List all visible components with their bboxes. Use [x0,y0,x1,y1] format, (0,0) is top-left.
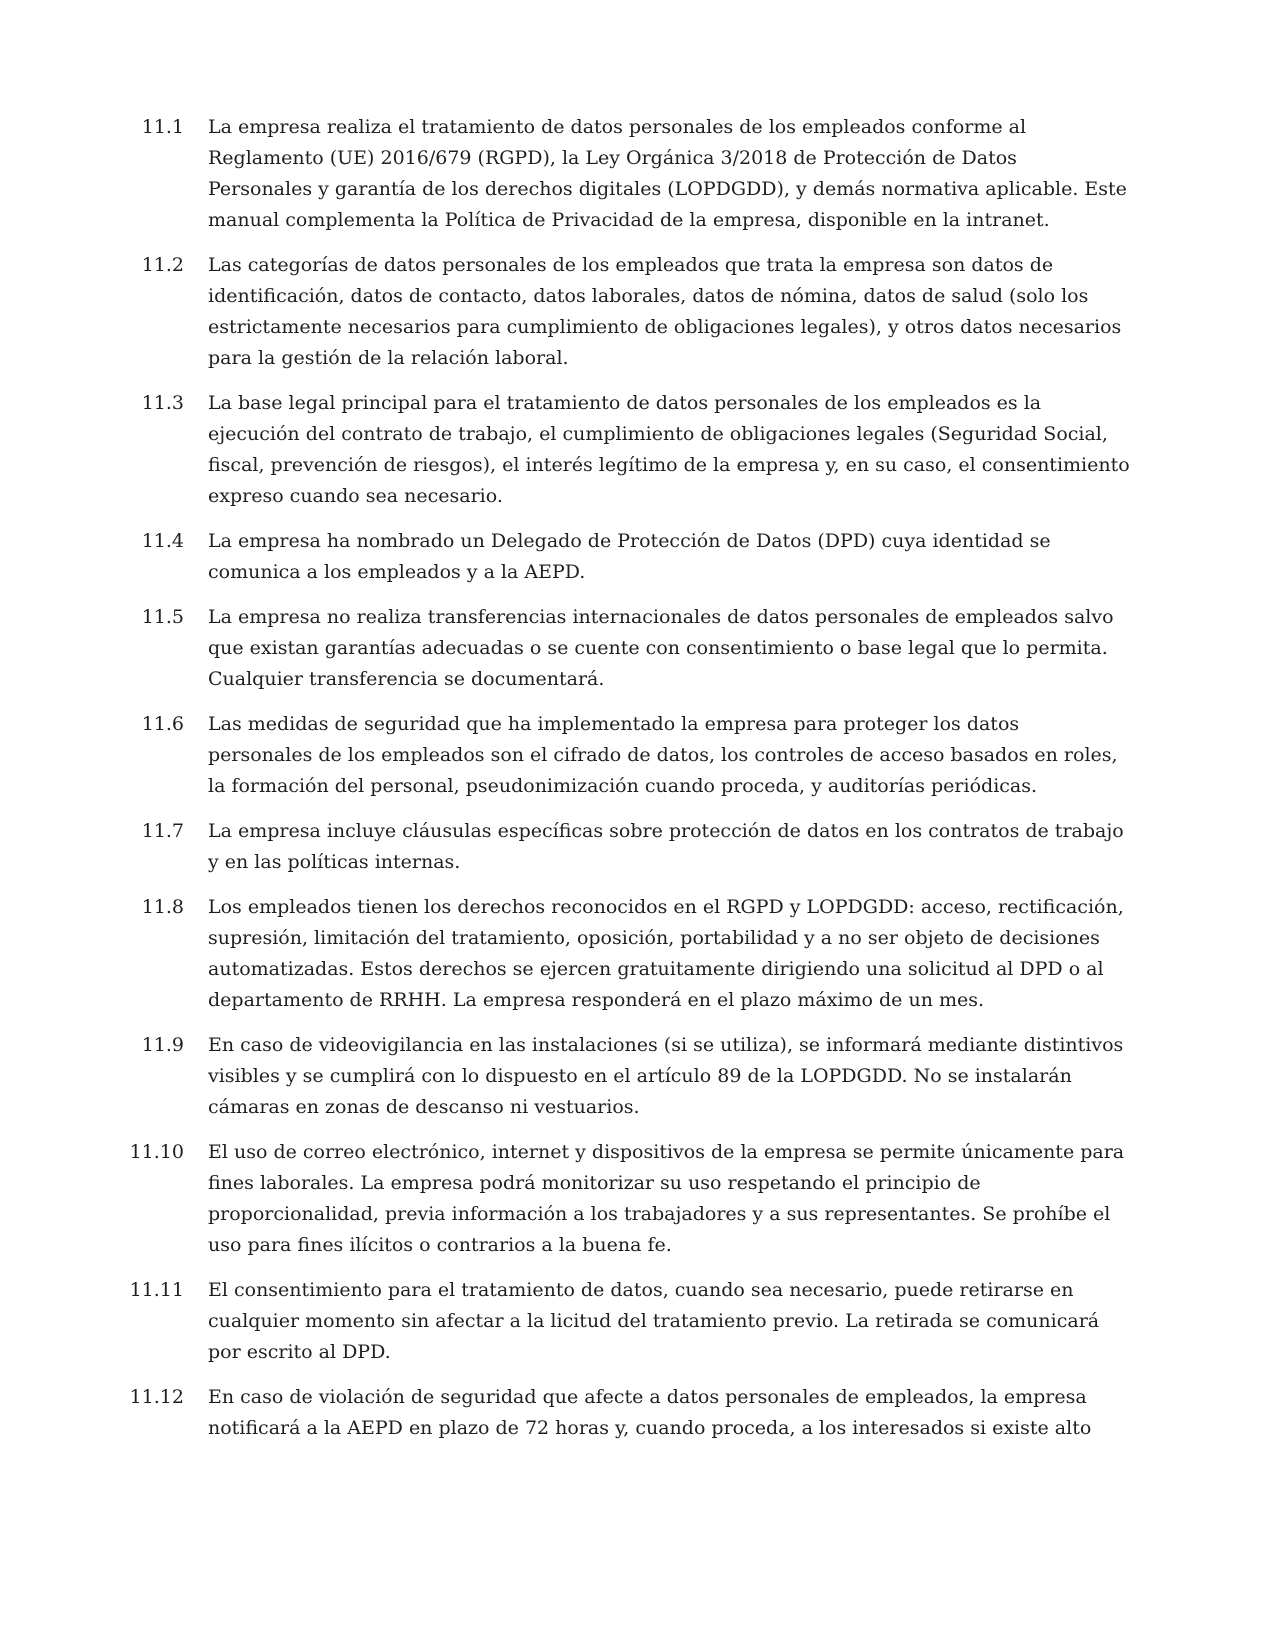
clause-text: La empresa incluye cláusulas específicas sobre protección de datos en los contratos de trabajo y en las políticas internas. [208,820,1124,873]
clause-text: Los empleados tienen los derechos reconocidos en el RGPD y LOPDGDD: acceso, rectificación, supresión, limitación del tratamiento, oposición, portabilidad y a no ser objeto de decisiones automatizadas. Estos derechos se ejercen gratuitamente dirigiendo una solicitud al DPD o al departamento de RRHH. La empresa responderá en el plazo máximo de un mes. [208,896,1124,1011]
clause-number: 11.11 [129,1279,184,1301]
clause-number: 11.10 [129,1141,184,1163]
clause-text: El uso de correo electrónico, internet y dispositivos de la empresa se permite únicamente para fines laborales. La empresa podrá monitorizar su uso respetando el principio de proporcionalidad, previa información a los trabajadores y a sus representantes. Se prohíbe el uso para fines ilícitos o contrarios a la buena fe. [208,1141,1125,1256]
clause-11-12 [0,1382,1275,1444]
clause-11-1 [0,112,1275,236]
clause-text: Las categorías de datos personales de los empleados que trata la empresa son datos de identificación, datos de contacto, datos laborales, datos de nómina, datos de salud (solo los estrictamente necesarios para cumplimiento de obligaciones legales), y otros datos necesarios para la gestión de la relación laboral. [208,254,1122,369]
clause-number: 11.3 [141,392,184,414]
clause-text: Las medidas de seguridad que ha implementado la empresa para proteger los datos personales de los empleados son el cifrado de datos, los controles de acceso basados en roles, la formación del personal, pseudonimización cuando proceda, y auditorías periódicas. [208,713,1118,797]
clause-text: La base legal principal para el tratamiento de datos personales de los empleados es la ejecución del contrato de trabajo, el cumplimiento de obligaciones legales (Seguridad Social, fiscal, prevención de riesgos), el interés legítimo de la empresa y, en su caso, el consentimiento expreso cuando sea necesario. [208,392,1130,507]
clause-11-8 [0,892,1275,1016]
clause-11-6 [0,709,1275,802]
clause-11-11 [0,1275,1275,1368]
clause-11-3 [0,388,1275,512]
clause-number: 11.1 [141,116,184,138]
clause-number: 11.5 [141,606,184,628]
clause-11-7 [0,816,1275,878]
clause-text: El consentimiento para el tratamiento de datos, cuando sea necesario, puede retirarse en cualquier momento sin afectar a la licitud del tratamiento previo. La retirada se comunicará por escrito al DPD. [208,1279,1100,1363]
document-page [0,112,1275,1458]
clause-number: 11.2 [141,254,184,276]
clause-11-2 [0,250,1275,374]
clause-11-5 [0,602,1275,695]
clause-number: 11.8 [141,896,184,918]
clause-number: 11.4 [141,530,184,552]
clause-number: 11.12 [129,1386,184,1408]
clause-11-4 [0,526,1275,588]
clause-text: La empresa ha nombrado un Delegado de Protección de Datos (DPD) cuya identidad se comunica a los empleados y a la AEPD. [208,530,1051,583]
clause-11-10 [0,1137,1275,1261]
clause-text: En caso de violación de seguridad que afecte a datos personales de empleados, la empresa notificará a la AEPD en plazo de 72 horas y, cuando proceda, a los interesados si existe alto [208,1386,1092,1439]
clause-number: 11.7 [141,820,184,842]
clause-text: En caso de videovigilancia en las instalaciones (si se utiliza), se informará mediante distintivos visibles y se cumplirá con lo dispuesto en el artículo 89 de la LOPDGDD. No se instalarán cámaras en zonas de descanso ni vestuarios. [208,1034,1124,1118]
clause-text: La empresa realiza el tratamiento de datos personales de los empleados conforme al Reglamento (UE) 2016/679 (RGPD), la Ley Orgánica 3/2018 de Protección de Datos Personales y garantía de los derechos digitales (LOPDGDD), y demás normativa aplicable. Este manual complementa la Política de Privacidad de la empresa, disponible en la intranet. [208,116,1127,231]
clause-text: La empresa no realiza transferencias internacionales de datos personales de empleados salvo que existan garantías adecuadas o se cuente con consentimiento o base legal que lo permita. Cualquier transferencia se documentará. [208,606,1114,690]
clause-11-9 [0,1030,1275,1123]
clause-number: 11.9 [141,1034,184,1056]
clause-number: 11.6 [141,713,184,735]
